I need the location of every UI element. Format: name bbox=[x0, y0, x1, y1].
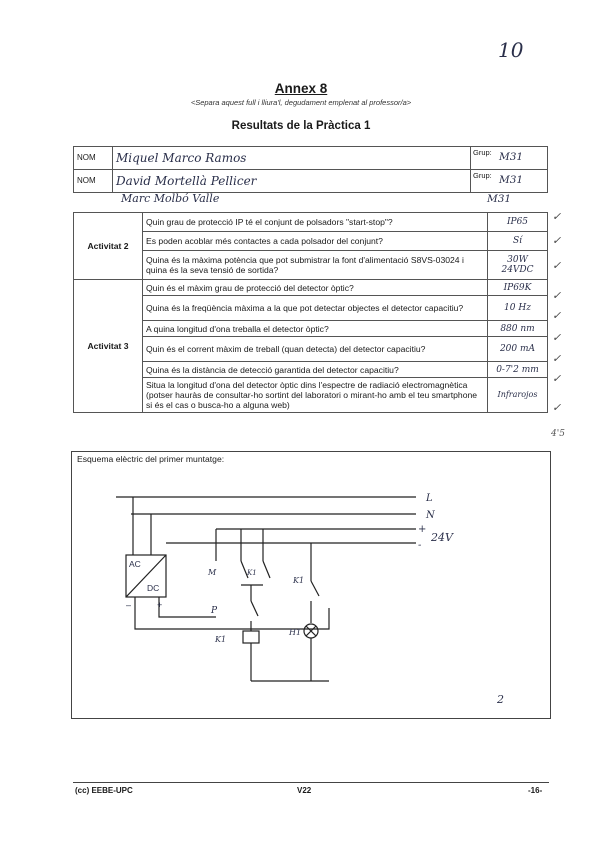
answer-cell[interactable]: 0-7'2 mm bbox=[488, 362, 548, 378]
question-row bbox=[74, 213, 548, 232]
check-mark: ✓ bbox=[552, 210, 562, 223]
name-row bbox=[74, 170, 548, 193]
page-title: Annex 8 bbox=[274, 81, 328, 96]
student-name-3: Marc Molbó Valle bbox=[121, 192, 220, 205]
answer-cell[interactable]: 30W 24VDC bbox=[488, 251, 548, 280]
questions-table bbox=[73, 212, 548, 413]
rail-label-plus: + bbox=[418, 524, 427, 535]
label-k1-contact: K1 bbox=[247, 569, 257, 577]
student-name-1[interactable]: Miquel Marco Ramos bbox=[113, 147, 471, 170]
question-row bbox=[74, 321, 548, 337]
nom-label: NOM bbox=[74, 170, 113, 193]
schematic-lines bbox=[116, 497, 416, 681]
answer-cell[interactable]: Sí bbox=[488, 232, 548, 251]
question-row bbox=[74, 337, 548, 362]
answer-cell[interactable]: Infrarojos bbox=[488, 378, 548, 413]
label-m: M bbox=[208, 568, 217, 577]
check-mark: ✓ bbox=[552, 352, 562, 365]
footer-version: V22 bbox=[297, 786, 312, 795]
question-text: Quin és el màxim grau de protecció del detector òptic? bbox=[143, 280, 488, 296]
question-text: Quina és la distància de detecció garantida del detector capacitiu? bbox=[143, 362, 488, 378]
grup-value-1: M31 bbox=[499, 151, 524, 163]
check-mark: ✓ bbox=[552, 289, 562, 302]
answer-cell[interactable]: 880 nm bbox=[488, 321, 548, 337]
check-mark: ✓ bbox=[552, 234, 562, 247]
check-mark: ✓ bbox=[552, 259, 562, 272]
activity-3-label: Activitat 3 bbox=[74, 280, 143, 413]
label-k1-output: K1 bbox=[293, 576, 305, 585]
grup-value-3: M31 bbox=[487, 193, 512, 205]
question-row bbox=[74, 280, 548, 296]
psu-plus-label: + bbox=[157, 600, 163, 610]
check-mark: ✓ bbox=[552, 331, 562, 344]
question-text: A quina longitud d'ona treballa el detector òptic? bbox=[143, 321, 488, 337]
question-text: Quina és la freqüència màxima a la que pot detectar objectes el detector capacitiu? bbox=[143, 296, 488, 321]
answer-cell[interactable]: 200 mA bbox=[488, 337, 548, 362]
score-mark: 10 bbox=[498, 38, 524, 62]
check-mark: ✓ bbox=[552, 309, 562, 322]
answer-cell[interactable]: 10 Hz bbox=[488, 296, 548, 321]
footer-page-number: -16- bbox=[528, 786, 543, 795]
results-title: Resultats de la Pràctica 1 bbox=[231, 120, 371, 132]
question-text: Quin grau de protecció IP té el conjunt de polsadors "start-stop"? bbox=[143, 213, 488, 232]
footer-left: (cc) EEBE-UPC bbox=[75, 786, 133, 795]
question-row bbox=[74, 378, 548, 413]
dc-label: DC bbox=[147, 583, 160, 593]
rail-label-n: N bbox=[426, 510, 435, 521]
ac-label: AC bbox=[129, 559, 141, 569]
electrical-schematic bbox=[71, 451, 549, 717]
activity-2-label: Activitat 2 bbox=[74, 213, 143, 280]
name-row bbox=[74, 147, 548, 170]
label-h1: H1 bbox=[289, 628, 302, 637]
nom-label: NOM bbox=[74, 147, 113, 170]
grup-label: Grup: bbox=[473, 148, 492, 157]
page-subtitle: <Separa aquest full i lliura'l, degudament emplenat al professor/a> bbox=[190, 98, 412, 107]
voltage-label: 24V bbox=[431, 531, 453, 544]
label-p: P bbox=[211, 606, 218, 616]
margin-note: 4'5 bbox=[551, 429, 565, 439]
question-row bbox=[74, 251, 548, 280]
rail-label-l: L bbox=[426, 493, 433, 504]
schema-grade: 2 bbox=[497, 693, 504, 706]
check-mark: ✓ bbox=[552, 372, 562, 385]
question-text: Quin és el corrent màxim de treball (quan detecta) del detector capacitiu? bbox=[143, 337, 488, 362]
question-text: Situa la longitud d'ona del detector òptic dins l'espectre de radiació electromagnètica (potser hauràs de consultar-ho sortint del laboratori o mirant-ho amb el teu smartphone si és el cas o busca-ho a alguna web) bbox=[143, 378, 488, 413]
grup-label: Grup: bbox=[473, 171, 492, 180]
question-row bbox=[74, 296, 548, 321]
question-row bbox=[74, 232, 548, 251]
question-text: Es poden acoblar més contactes a cada polsador del conjunt? bbox=[143, 232, 488, 251]
psu-minus-label: – bbox=[126, 600, 132, 610]
footer-divider bbox=[73, 782, 549, 783]
answer-cell[interactable]: IP69K bbox=[488, 280, 548, 296]
student-name-2[interactable]: David Mortellà Pellicer bbox=[113, 170, 471, 193]
check-mark: ✓ bbox=[552, 401, 562, 414]
question-row bbox=[74, 362, 548, 378]
question-text: Quina és la màxima potència que pot submistrar la font d'alimentació S8VS-03024 i quina és la seva tensió de sortida? bbox=[143, 251, 488, 280]
answer-cell[interactable]: IP65 bbox=[488, 213, 548, 232]
rail-label-minus: - bbox=[418, 540, 422, 551]
label-k1-coil: K1 bbox=[215, 635, 227, 644]
grup-cell-1[interactable] bbox=[471, 147, 548, 170]
grup-value-2: M31 bbox=[499, 174, 524, 186]
grup-cell-2[interactable] bbox=[471, 170, 548, 193]
schema-title: Esquema elèctric del primer muntatge: bbox=[77, 454, 225, 464]
names-table bbox=[73, 146, 548, 193]
